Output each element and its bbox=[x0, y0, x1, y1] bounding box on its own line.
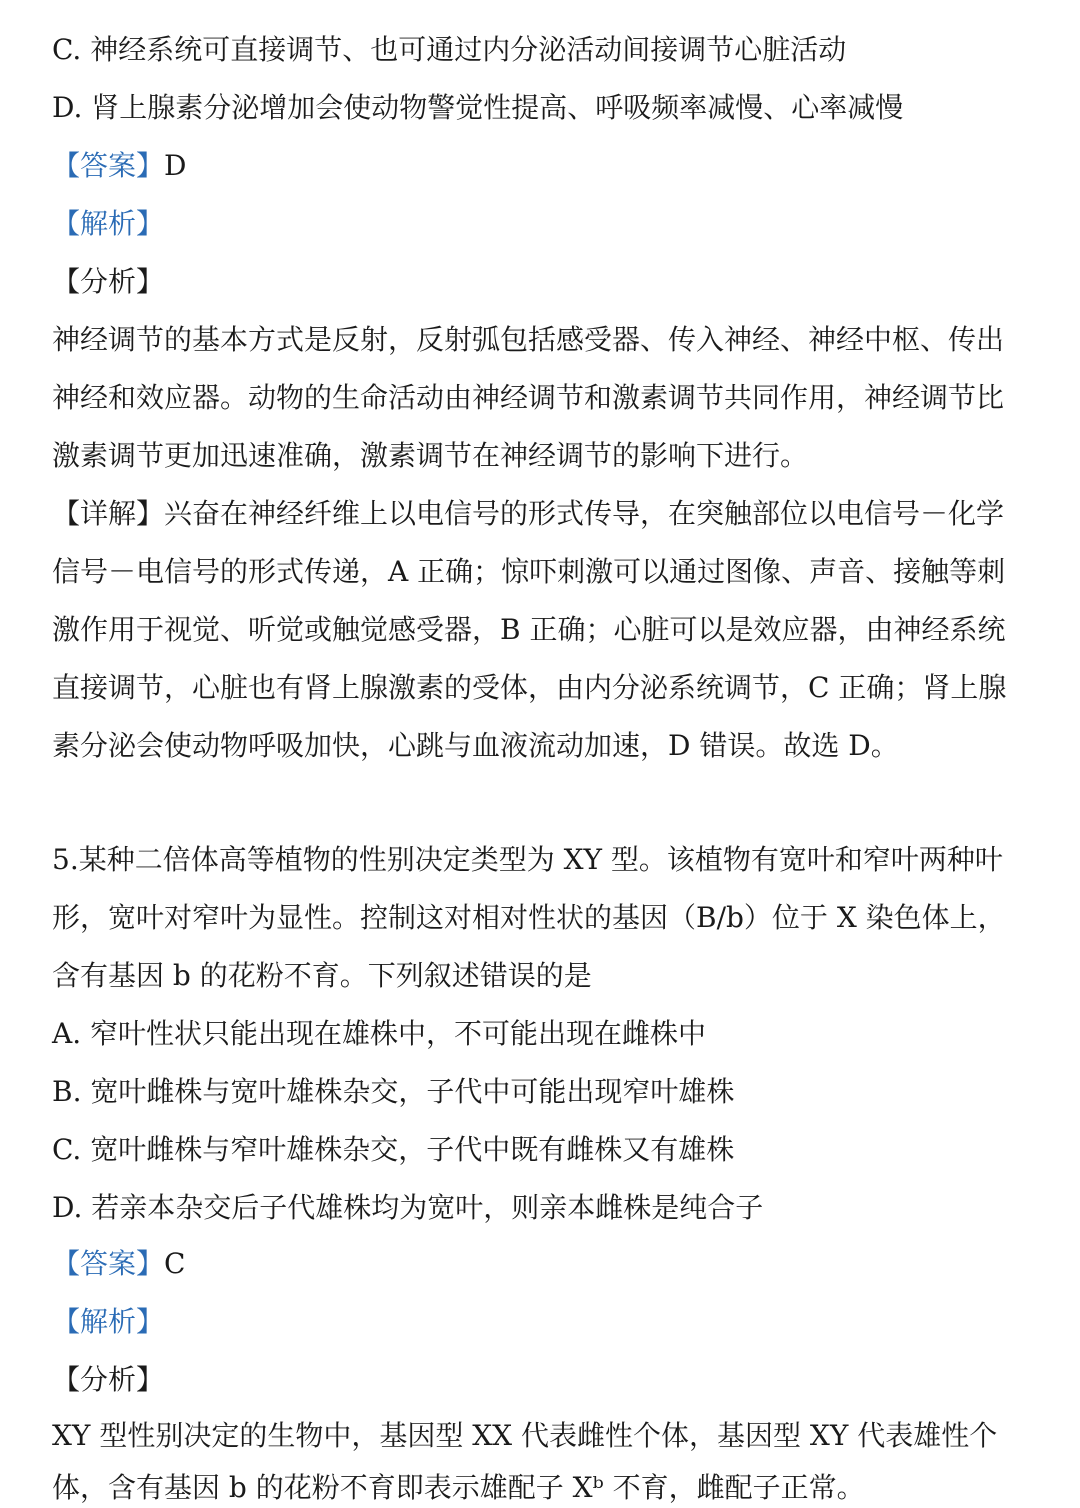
q4-fenxi-line: 激素调节更加迅速准确，激素调节在神经调节的影响下进行。 bbox=[52, 439, 809, 472]
q5-stem-line: 含有基因 b 的花粉不育。下列叙述错误的是 bbox=[52, 959, 592, 992]
q5-answer-label: 【答案】 bbox=[52, 1247, 165, 1280]
q5-answer-value: C bbox=[164, 1247, 186, 1280]
q5-analysis-label: 【解析】 bbox=[52, 1305, 165, 1338]
q4-answer bbox=[52, 146, 1032, 186]
q4-answer-value: D bbox=[164, 149, 187, 182]
q5-answer bbox=[52, 1244, 1032, 1284]
q4-option-d: D. 肾上腺素分泌增加会使动物警觉性提高、呼吸频率减慢、心率减慢 bbox=[52, 91, 904, 124]
q4-detail-line: 兴奋在神经纤维上以电信号的形式传导，在突触部位以电信号－化学 bbox=[164, 497, 1005, 530]
q4-detail-line: 信号－电信号的形式传递，A 正确；惊吓刺激可以通过图像、声音、接触等刺 bbox=[52, 555, 1006, 588]
q4-fenxi-line: 神经调节的基本方式是反射，反射弧包括感受器、传入神经、神经中枢、传出 bbox=[52, 323, 1005, 356]
q5-fenxi-line: XY 型性别决定的生物中，基因型 XX 代表雌性个体，基因型 XY 代表雄性个 bbox=[52, 1419, 998, 1452]
q4-detail-line: 素分泌会使动物呼吸加快，心跳与血液流动加速，D 错误。故选 D。 bbox=[52, 729, 899, 762]
q5-fenxi-line: 体，含有基因 b 的花粉不育即表示雄配子 Xᵇ 不育，雌配子正常。 bbox=[52, 1471, 865, 1504]
q4-option-c: C. 神经系统可直接调节、也可通过内分泌活动间接调节心脏活动 bbox=[52, 33, 847, 66]
q5-option-b: B. 宽叶雌株与宽叶雄株杂交，子代中可能出现窄叶雄株 bbox=[52, 1075, 735, 1108]
q4-detail-label: 【详解】 bbox=[52, 497, 165, 530]
q4-fenxi-line: 神经和效应器。动物的生命活动由神经调节和激素调节共同作用，神经调节比 bbox=[52, 381, 1005, 414]
q5-option-d: D. 若亲本杂交后子代雄株均为宽叶，则亲本雌株是纯合子 bbox=[52, 1191, 764, 1224]
q5-stem-line: 5.某种二倍体高等植物的性别决定类型为 XY 型。该植物有宽叶和窄叶两种叶 bbox=[52, 843, 1003, 876]
q4-analysis-label: 【解析】 bbox=[52, 207, 165, 240]
q4-detail-line: 直接调节，心脏也有肾上腺激素的受体，由内分泌系统调节，C 正确；肾上腺 bbox=[52, 671, 1007, 704]
q4-fenxi-label: 【分析】 bbox=[52, 265, 165, 298]
q5-fenxi-label: 【分析】 bbox=[52, 1363, 165, 1396]
q5-option-c: C. 宽叶雌株与窄叶雄株杂交，子代中既有雌株又有雄株 bbox=[52, 1133, 735, 1166]
q4-detail-line: 激作用于视觉、听觉或触觉感受器，B 正确；心脏可以是效应器，由神经系统 bbox=[52, 613, 1006, 646]
q4-answer-label: 【答案】 bbox=[52, 149, 165, 182]
q5-stem-line: 形，宽叶对窄叶为显性。控制这对相对性状的基因（B/b）位于 X 染色体上， bbox=[52, 901, 1006, 934]
q5-option-a: A. 窄叶性状只能出现在雄株中，不可能出现在雌株中 bbox=[52, 1017, 707, 1050]
q4-detail bbox=[52, 494, 1032, 534]
